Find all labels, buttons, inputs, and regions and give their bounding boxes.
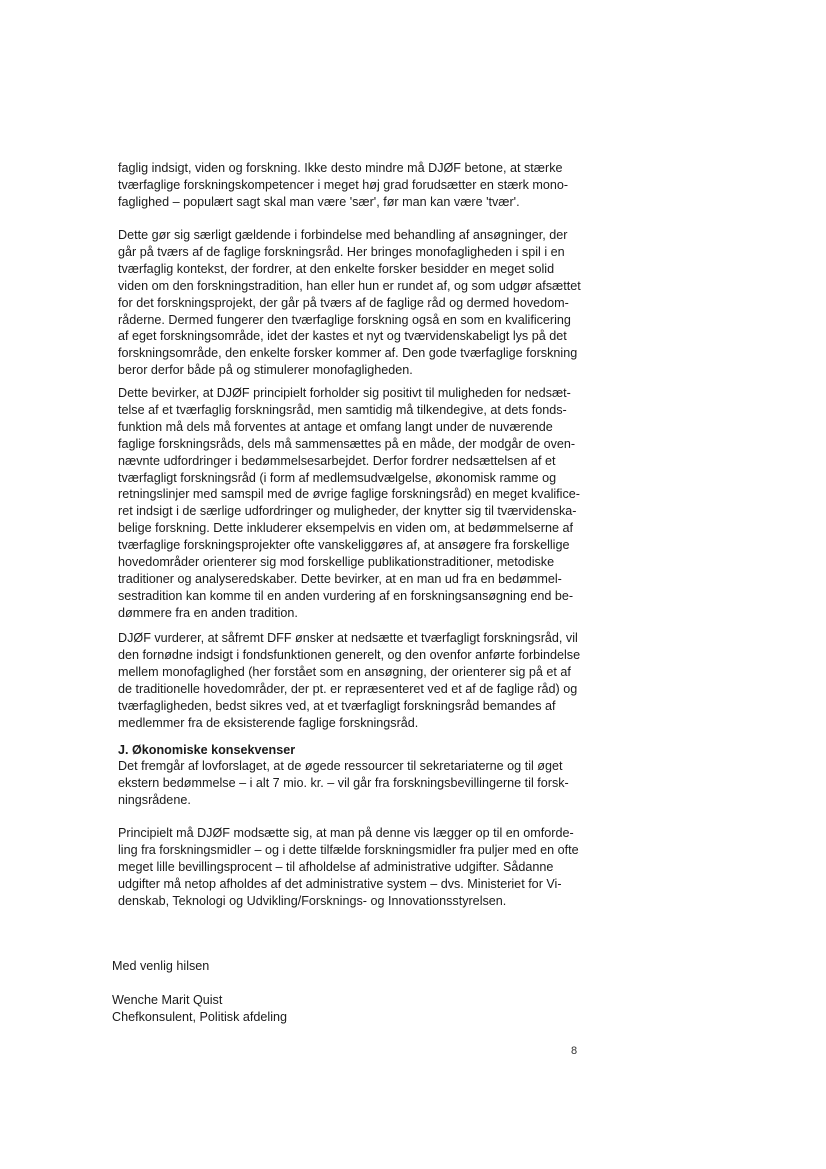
text-line: denskab, Teknologi og Udvikling/Forsknings- og Innovationsstyrelsen. bbox=[118, 893, 507, 908]
paragraph-lovforslag bbox=[118, 758, 628, 809]
text-line: tværfagligt forskningsråd (i form af medlemsudvælgelse, økonomisk ramme og bbox=[118, 470, 557, 485]
text-line: ling fra forskningsmidler – og i dette tilfælde forskningsmidler fra puljer med en ofte bbox=[118, 842, 579, 857]
text-line: hovedområder orienterer sig mod forskellige publikationstraditioner, metodiske bbox=[118, 555, 555, 570]
text-line: tværfaglig kontekst, der fordrer, at den enkelte forsker besidder en meget solid bbox=[118, 261, 555, 276]
text-line: telse af et tværfaglig forskningsråd, men samtidig må tilkendegive, at dets fonds- bbox=[118, 402, 567, 417]
text-line: Dette gør sig særligt gældende i forbindelse med behandling af ansøgninger, der bbox=[118, 228, 568, 242]
text-line: mellem monofaglighed (her forstået som en ansøgning, der orienterer sig på et af bbox=[118, 664, 571, 679]
text-line: tværfagligheden, bedst sikres ved, at et tværfagligt forskningsråd bemandes af bbox=[118, 698, 556, 713]
text-line: medlemmer fra de eksisterende faglige forskningsråd. bbox=[118, 715, 419, 730]
text-line: ekstern bedømmelse – i alt 7 mio. kr. – vil går fra forskningsbevillingerne til forsk- bbox=[118, 775, 569, 790]
text-line: faglige forskningsråds, dels må sammensættes på en måde, der modgår de oven- bbox=[118, 436, 576, 451]
text-line: retningslinjer med samspil med de øvrige faglige forskningsråd) en meget kvalifice- bbox=[118, 487, 580, 502]
page-number: 8 bbox=[571, 1045, 578, 1057]
text-line: sestradition kan komme til en anden vurdering af en forskningsansøgning end be- bbox=[118, 588, 574, 603]
paragraph-omfordeling bbox=[118, 825, 628, 910]
text-line: dømmere fra en anden tradition. bbox=[118, 605, 298, 620]
text-line: Det fremgår af lovforslaget, at de øgede ressourcer til sekretariaterne og til øget bbox=[118, 759, 563, 773]
text-line: for det forskningsprojekt, der går på tværs af de faglige råd og dermed hovedom- bbox=[118, 295, 569, 310]
paragraph-ansoegninger bbox=[118, 227, 628, 379]
text-line: forskningsområde, den enkelte forsker kommer af. Den gode tværfaglige forskning bbox=[118, 346, 578, 361]
text-line: tværfaglige forskningskompetencer i meget høj grad forudsætter en stærk mono- bbox=[118, 177, 569, 192]
text-line: ningsrådene. bbox=[118, 792, 191, 807]
text-line: funktion må dels må forventes at antage et omfang langt under de nuværende bbox=[118, 419, 553, 434]
paragraph-djoef-vurderer bbox=[118, 630, 628, 731]
text-line: ret indsigt i de særlige udfordringer og muligheder, der knytter sig til tværvidenska- bbox=[118, 504, 577, 519]
text-line: Principielt må DJØF modsætte sig, at man på denne vis lægger op til en omforde- bbox=[118, 826, 574, 840]
text-line: faglig indsigt, viden og forskning. Ikke desto mindre må DJØF betone, at stærke bbox=[118, 161, 563, 175]
text-line: nævnte udfordringer i bedømmelsesarbejdet. Derfor fordrer nedsættelsen af et bbox=[118, 453, 556, 468]
text-line: de traditionelle hovedområder, der pt. er repræsenteret ved et af de faglige råd) og bbox=[118, 681, 578, 696]
text-line: Dette bevirker, at DJØF principielt forholder sig positivt til muligheden for nedsæt- bbox=[118, 386, 571, 400]
text-line: meget lille bevillingsprocent – til afholdelse af administrative udgifter. Sådanne bbox=[118, 859, 554, 874]
text-line: råderne. Dermed fungerer den tværfaglige forskning også en som en kvalificering bbox=[118, 312, 571, 327]
text-line: udgifter må netop afholdes af det administrative system – dvs. Ministeriet for Vi- bbox=[118, 876, 562, 891]
text-line: den fornødne indsigt i fondsfunktionen generelt, og den ovenfor anførte forbindelse bbox=[118, 647, 581, 662]
signature-block bbox=[112, 992, 287, 1026]
text-line: faglighed – populært sagt skal man være 'sær', før man kan være 'tvær'. bbox=[118, 194, 520, 209]
greeting-text: Med venlig hilsen bbox=[112, 959, 210, 973]
text-line: traditioner og analyseredskaber. Dette bevirker, at en man ud fra en bedømmel- bbox=[118, 571, 562, 586]
text-line: af eget forskningsområde, idet der kastes et nyt og tværvidenskabeligt lys på det bbox=[118, 329, 567, 344]
text-line: DJØF vurderer, at såfremt DFF ønsker at nedsætte et tværfagligt forskningsråd, vil bbox=[118, 631, 578, 645]
signer-name: Wenche Marit Quist bbox=[112, 993, 223, 1007]
text-line: belige forskning. Dette inkluderer eksempelvis en viden om, at bedømmelserne af bbox=[118, 521, 573, 536]
signer-title: Chefkonsulent, Politisk afdeling bbox=[112, 1010, 288, 1024]
paragraph-tvaerfagligt-forskningsraad bbox=[118, 385, 628, 622]
text-line: viden om den forskningstradition, han eller hun er rundet af, og som udgør afsættet bbox=[118, 278, 581, 293]
paragraph-monofaglighed-intro bbox=[118, 160, 628, 211]
closing-greeting bbox=[112, 958, 209, 975]
text-line: går på tværs af de faglige forskningsråd. Her bringes monofagligheden i spil i en bbox=[118, 244, 565, 259]
text-line: tværfaglige forskningsprojekter ofte vanskeliggøres af, at ansøgere fra forskellige bbox=[118, 538, 570, 553]
section-heading: J. Økonomiske konsekvenser bbox=[118, 743, 296, 757]
text-line: beror derfor både på og stimulerer monofagligheden. bbox=[118, 363, 413, 378]
